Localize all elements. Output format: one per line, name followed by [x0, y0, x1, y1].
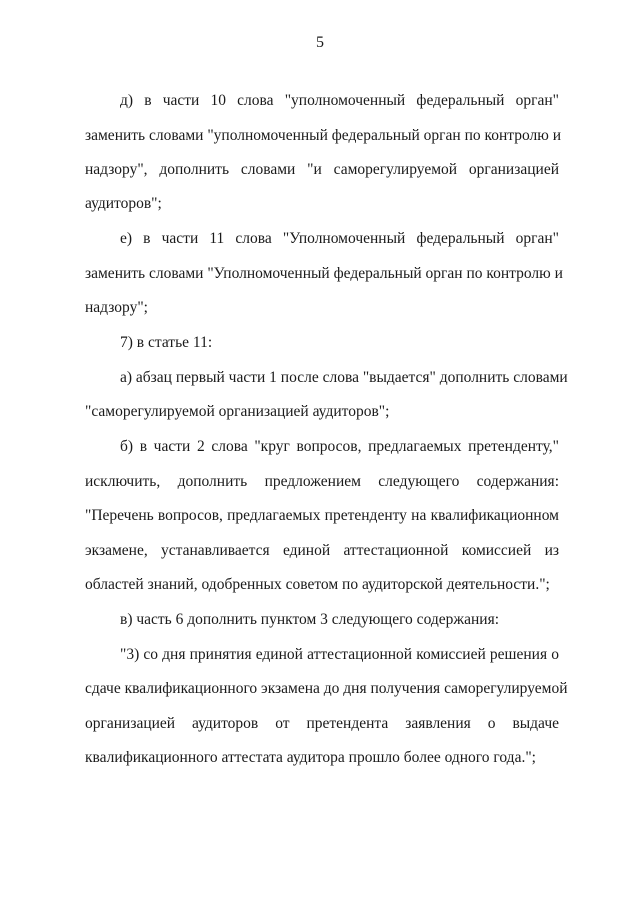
- text-line: 7) в статье 11:: [120, 334, 213, 351]
- text-line: экзамене, устанавливается единой аттестационной комиссией из: [85, 542, 559, 559]
- text-line: аудиторов";: [85, 195, 162, 212]
- text-line: организацией аудиторов от претендента заявления о выдаче: [85, 715, 559, 732]
- text-line: надзору";: [85, 299, 148, 316]
- text-line: исключить, дополнить предложением следующего содержания:: [85, 473, 559, 490]
- text-line: областей знаний, одобренных советом по аудиторской деятельности.";: [85, 576, 550, 593]
- page-number: 5: [316, 34, 324, 51]
- text-line: квалификационного аттестата аудитора прошло более одного года.";: [85, 749, 536, 766]
- text-line: е) в части 11 слова "Уполномоченный федеральный орган": [120, 230, 559, 247]
- text-line: надзору", дополнить словами "и саморегулируемой организацией: [85, 161, 559, 178]
- text-line: б) в части 2 слова "круг вопросов, предлагаемых претенденту,": [120, 438, 559, 455]
- text-line: "3) со дня принятия единой аттестационной комиссией решения о: [120, 646, 559, 663]
- text-line: заменить словами "Уполномоченный федеральный орган по контролю и: [85, 265, 563, 282]
- text-line: сдаче квалификационного экзамена до дня получения саморегулируемой: [85, 680, 568, 697]
- text-line: в) часть 6 дополнить пунктом 3 следующего содержания:: [120, 611, 500, 628]
- text-line: "Перечень вопросов, предлагаемых претенденту на квалификационном: [85, 507, 559, 524]
- text-line: д) в части 10 слова "уполномоченный федеральный орган": [120, 92, 559, 109]
- text-line: заменить словами "уполномоченный федеральный орган по контролю и: [85, 127, 562, 144]
- text-line: а) абзац первый части 1 после слова "выдается" дополнить словами: [120, 369, 568, 386]
- text-line: "саморегулируемой организацией аудиторов";: [85, 403, 390, 420]
